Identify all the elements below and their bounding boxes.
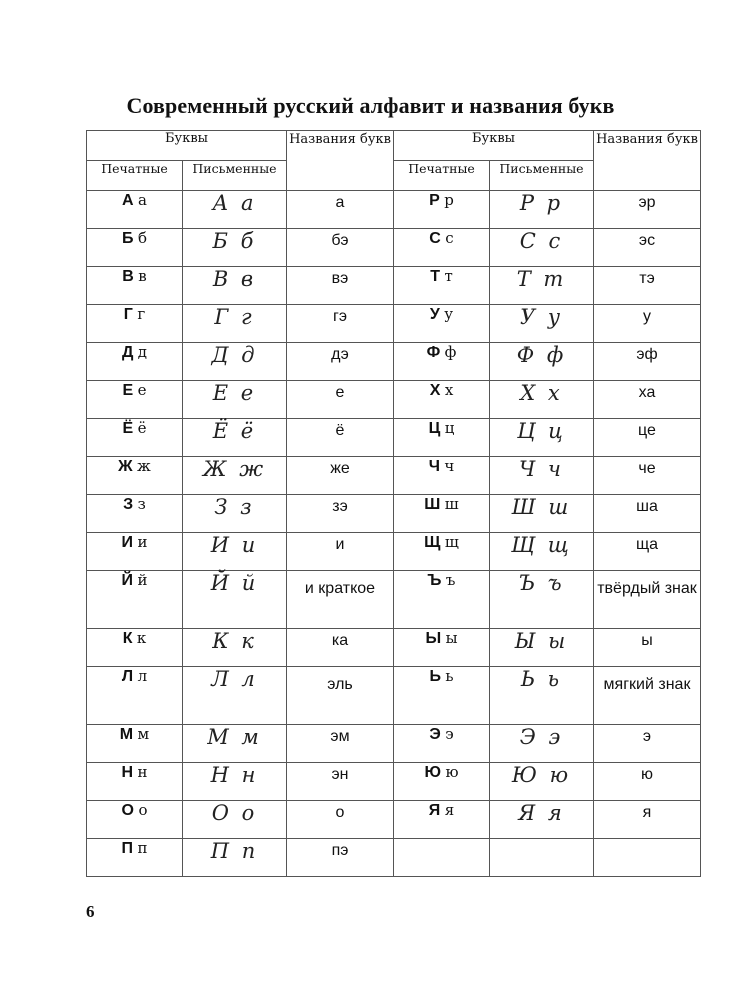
- letter-name: зэ: [287, 495, 394, 533]
- letter-name: у: [594, 305, 701, 343]
- printed-letter: [394, 667, 490, 725]
- printed-lowercase: з: [137, 495, 146, 513]
- written-letter: [490, 305, 594, 343]
- printed-letter: [87, 229, 183, 267]
- printed-lowercase: л: [137, 667, 148, 685]
- printed-lowercase: ю: [445, 763, 459, 781]
- letter-name: ка: [287, 629, 394, 667]
- written-letter: [183, 191, 287, 229]
- printed-letter: [87, 495, 183, 533]
- table-row: [87, 229, 701, 267]
- letter-name: е: [287, 381, 394, 419]
- printed-uppercase: К: [122, 630, 133, 647]
- letter-name: эн: [287, 763, 394, 801]
- printed-letter: [394, 839, 490, 877]
- header-names-right: Названия букв: [594, 131, 701, 191]
- script-letters: М м: [207, 725, 262, 749]
- script-letters: А а: [212, 191, 257, 215]
- written-letter: [183, 763, 287, 801]
- script-letters: Й й: [210, 571, 259, 595]
- printed-letter: [394, 629, 490, 667]
- written-letter: [183, 419, 287, 457]
- header-written-right: Письменные: [490, 161, 594, 191]
- printed-lowercase: э: [445, 725, 454, 743]
- alphabet-table: [86, 130, 701, 877]
- letter-name: о: [287, 801, 394, 839]
- written-letter: [490, 533, 594, 571]
- written-letter: [183, 267, 287, 305]
- printed-lowercase: г: [137, 305, 146, 323]
- printed-lowercase: т: [444, 267, 453, 285]
- printed-uppercase: Т: [430, 268, 440, 285]
- letter-name: мягкий знак: [594, 667, 701, 725]
- printed-uppercase: Ы: [425, 630, 442, 647]
- script-letters: Э э: [519, 725, 564, 749]
- printed-lowercase: ъ: [445, 571, 456, 589]
- table-row: [87, 571, 701, 629]
- printed-letter: [394, 495, 490, 533]
- printed-lowercase: ч: [444, 457, 455, 475]
- letter-name: эль: [287, 667, 394, 725]
- letter-name: гэ: [287, 305, 394, 343]
- printed-lowercase: ы: [445, 629, 458, 647]
- script-letters: Щ щ: [511, 533, 572, 557]
- printed-letter: [87, 571, 183, 629]
- table-row: [87, 457, 701, 495]
- letter-name: а: [287, 191, 394, 229]
- script-letters: Ж ж: [202, 457, 267, 481]
- letter-name: эф: [594, 343, 701, 381]
- printed-lowercase: н: [137, 763, 148, 781]
- printed-uppercase: Е: [122, 382, 134, 399]
- table-row: [87, 763, 701, 801]
- printed-uppercase: Ю: [424, 764, 441, 781]
- written-letter: [183, 801, 287, 839]
- script-letters: Ы ы: [514, 629, 569, 653]
- printed-lowercase: я: [444, 801, 455, 819]
- printed-letter: [394, 763, 490, 801]
- letter-name: це: [594, 419, 701, 457]
- printed-letter: [394, 343, 490, 381]
- table-row: [87, 667, 701, 725]
- table-row: [87, 381, 701, 419]
- printed-uppercase: Н: [121, 764, 134, 781]
- written-letter: [183, 457, 287, 495]
- written-letter: [490, 495, 594, 533]
- written-letter: [183, 305, 287, 343]
- printed-lowercase: ш: [444, 495, 459, 513]
- printed-letter: [394, 305, 490, 343]
- letter-name: и: [287, 533, 394, 571]
- table-row: [87, 495, 701, 533]
- letter-name: э: [594, 725, 701, 763]
- script-letters: У у: [519, 305, 564, 329]
- printed-letter: [394, 801, 490, 839]
- letter-name: ю: [594, 763, 701, 801]
- letter-name: ша: [594, 495, 701, 533]
- table-row: [87, 629, 701, 667]
- letter-name: эр: [594, 191, 701, 229]
- printed-letter: [394, 725, 490, 763]
- printed-lowercase: ц: [444, 419, 455, 437]
- printed-letter: [87, 305, 183, 343]
- printed-uppercase: Ф: [426, 344, 441, 361]
- page-title: Современный русский алфавит и названия букв: [126, 93, 615, 118]
- table-row: [87, 725, 701, 763]
- table-row: [87, 267, 701, 305]
- printed-uppercase: Й: [121, 572, 134, 589]
- written-letter: [490, 725, 594, 763]
- letter-name: эм: [287, 725, 394, 763]
- letter-name: я: [594, 801, 701, 839]
- written-letter: [183, 571, 287, 629]
- written-letter: [490, 419, 594, 457]
- printed-letter: [394, 191, 490, 229]
- written-letter: [490, 571, 594, 629]
- printed-letter: [87, 457, 183, 495]
- script-letters: С с: [519, 229, 564, 253]
- printed-uppercase: Б: [122, 230, 134, 247]
- written-letter: [490, 267, 594, 305]
- printed-letter: [87, 533, 183, 571]
- printed-uppercase: Л: [121, 668, 134, 685]
- script-letters: Б б: [212, 229, 257, 253]
- letter-name: пэ: [287, 839, 394, 877]
- script-letters: И и: [210, 533, 259, 557]
- script-letters: Ф ф: [516, 343, 567, 367]
- printed-uppercase: О: [121, 802, 134, 819]
- printed-letter: [87, 839, 183, 877]
- printed-letter: [394, 381, 490, 419]
- script-letters: Д д: [211, 343, 258, 367]
- script-letters: Т т: [516, 267, 567, 291]
- printed-uppercase: Г: [123, 306, 133, 323]
- printed-lowercase: ж: [137, 457, 151, 475]
- printed-uppercase: Ц: [428, 420, 441, 437]
- header-written-left: Письменные: [183, 161, 287, 191]
- printed-letter: [87, 763, 183, 801]
- printed-lowercase: о: [138, 801, 148, 819]
- printed-uppercase: Р: [429, 192, 440, 209]
- printed-uppercase: Ъ: [427, 572, 442, 589]
- printed-letter: [87, 629, 183, 667]
- printed-lowercase: е: [137, 381, 147, 399]
- printed-lowercase: й: [137, 571, 148, 589]
- printed-uppercase: Щ: [424, 534, 441, 551]
- printed-lowercase: п: [137, 839, 148, 857]
- printed-letter: [394, 267, 490, 305]
- printed-letter: [87, 801, 183, 839]
- letter-name: же: [287, 457, 394, 495]
- header-letters-left: Буквы: [87, 131, 287, 161]
- printed-letter: [394, 229, 490, 267]
- printed-lowercase: б: [137, 229, 147, 247]
- printed-lowercase: ё: [137, 419, 147, 437]
- printed-uppercase: Ч: [428, 458, 440, 475]
- script-letters: Ш ш: [511, 495, 572, 519]
- written-letter: [183, 381, 287, 419]
- printed-letter: [394, 533, 490, 571]
- printed-lowercase: а: [138, 191, 147, 209]
- printed-letter: [87, 667, 183, 725]
- printed-letter: [87, 267, 183, 305]
- script-letters: Е е: [212, 381, 257, 405]
- letter-name: ы: [594, 629, 701, 667]
- script-letters: Ъ ъ: [518, 571, 565, 595]
- script-letters: Ч ч: [519, 457, 564, 481]
- printed-letter: [87, 343, 183, 381]
- printed-letter: [87, 419, 183, 457]
- printed-lowercase: с: [445, 229, 454, 247]
- written-letter: [183, 629, 287, 667]
- script-letters: К к: [212, 629, 257, 653]
- written-letter: [183, 533, 287, 571]
- printed-uppercase: Ё: [122, 420, 134, 437]
- printed-uppercase: П: [121, 840, 134, 857]
- printed-uppercase: Э: [429, 726, 441, 743]
- letter-name: [594, 839, 701, 877]
- printed-uppercase: Ш: [424, 496, 441, 513]
- script-letters: З з: [214, 495, 255, 519]
- written-letter: [490, 343, 594, 381]
- script-letters: Я я: [518, 801, 565, 825]
- alphabet-rows: [87, 191, 701, 877]
- printed-lowercase: у: [444, 305, 454, 323]
- written-letter: [183, 495, 287, 533]
- written-letter: [490, 801, 594, 839]
- table-row: [87, 533, 701, 571]
- letter-name: твёрдый знак: [594, 571, 701, 629]
- written-letter: [490, 839, 594, 877]
- printed-lowercase: к: [136, 629, 147, 647]
- script-letters: Ю ю: [511, 763, 572, 787]
- table-row: [87, 419, 701, 457]
- script-letters: Г г: [214, 305, 255, 329]
- page-number: 6: [86, 902, 95, 921]
- letter-name: ща: [594, 533, 701, 571]
- printed-letter: [394, 457, 490, 495]
- script-letters: П п: [210, 839, 259, 863]
- script-letters: В в: [212, 267, 257, 291]
- script-letters: Н н: [210, 763, 259, 787]
- printed-letter: [394, 571, 490, 629]
- written-letter: [183, 725, 287, 763]
- printed-lowercase: щ: [444, 533, 459, 551]
- printed-uppercase: С: [429, 230, 441, 247]
- letter-name: ха: [594, 381, 701, 419]
- table-row: [87, 191, 701, 229]
- written-letter: [490, 191, 594, 229]
- written-letter: [490, 629, 594, 667]
- printed-lowercase: м: [137, 725, 150, 743]
- printed-uppercase: В: [122, 268, 134, 285]
- printed-lowercase: р: [444, 191, 454, 209]
- script-letters: Ь ь: [520, 667, 563, 691]
- printed-uppercase: З: [123, 496, 134, 513]
- printed-uppercase: М: [119, 726, 134, 743]
- letter-name: вэ: [287, 267, 394, 305]
- script-letters: О о: [211, 801, 258, 825]
- printed-uppercase: У: [429, 306, 440, 323]
- written-letter: [490, 229, 594, 267]
- printed-lowercase: в: [138, 267, 147, 285]
- header-names-left: Названия букв: [287, 131, 394, 191]
- printed-lowercase: ф: [444, 343, 457, 361]
- printed-letter: [87, 381, 183, 419]
- written-letter: [490, 381, 594, 419]
- written-letter: [183, 343, 287, 381]
- written-letter: [183, 667, 287, 725]
- letter-name: и краткое: [287, 571, 394, 629]
- printed-uppercase: Д: [121, 344, 134, 361]
- letter-name: дэ: [287, 343, 394, 381]
- script-letters: Х х: [520, 381, 563, 405]
- letter-name: че: [594, 457, 701, 495]
- printed-lowercase: д: [137, 343, 148, 361]
- printed-uppercase: Ь: [429, 668, 441, 685]
- printed-uppercase: Х: [429, 382, 441, 399]
- printed-lowercase: и: [137, 533, 148, 551]
- table-row: [87, 305, 701, 343]
- printed-uppercase: Ж: [118, 458, 133, 475]
- printed-uppercase: А: [122, 192, 134, 209]
- letter-name: бэ: [287, 229, 394, 267]
- script-letters: Р р: [519, 191, 564, 215]
- written-letter: [490, 667, 594, 725]
- header-printed-left: Печатные: [87, 161, 183, 191]
- printed-letter: [87, 725, 183, 763]
- printed-letter: [87, 191, 183, 229]
- header-letters-right: Буквы: [394, 131, 594, 161]
- script-letters: Ц ц: [517, 419, 566, 443]
- script-letters: Ё ё: [212, 419, 257, 443]
- table-row: [87, 343, 701, 381]
- table-row: [87, 839, 701, 877]
- script-letters: Л л: [211, 667, 258, 691]
- written-letter: [490, 763, 594, 801]
- written-letter: [183, 839, 287, 877]
- printed-lowercase: х: [444, 381, 454, 399]
- written-letter: [490, 457, 594, 495]
- written-letter: [183, 229, 287, 267]
- printed-lowercase: ь: [445, 667, 454, 685]
- printed-letter: [394, 419, 490, 457]
- printed-uppercase: Я: [428, 802, 441, 819]
- table-row: [87, 801, 701, 839]
- letter-name: тэ: [594, 267, 701, 305]
- letter-name: ё: [287, 419, 394, 457]
- printed-uppercase: И: [121, 534, 134, 551]
- letter-name: эс: [594, 229, 701, 267]
- header-printed-right: Печатные: [394, 161, 490, 191]
